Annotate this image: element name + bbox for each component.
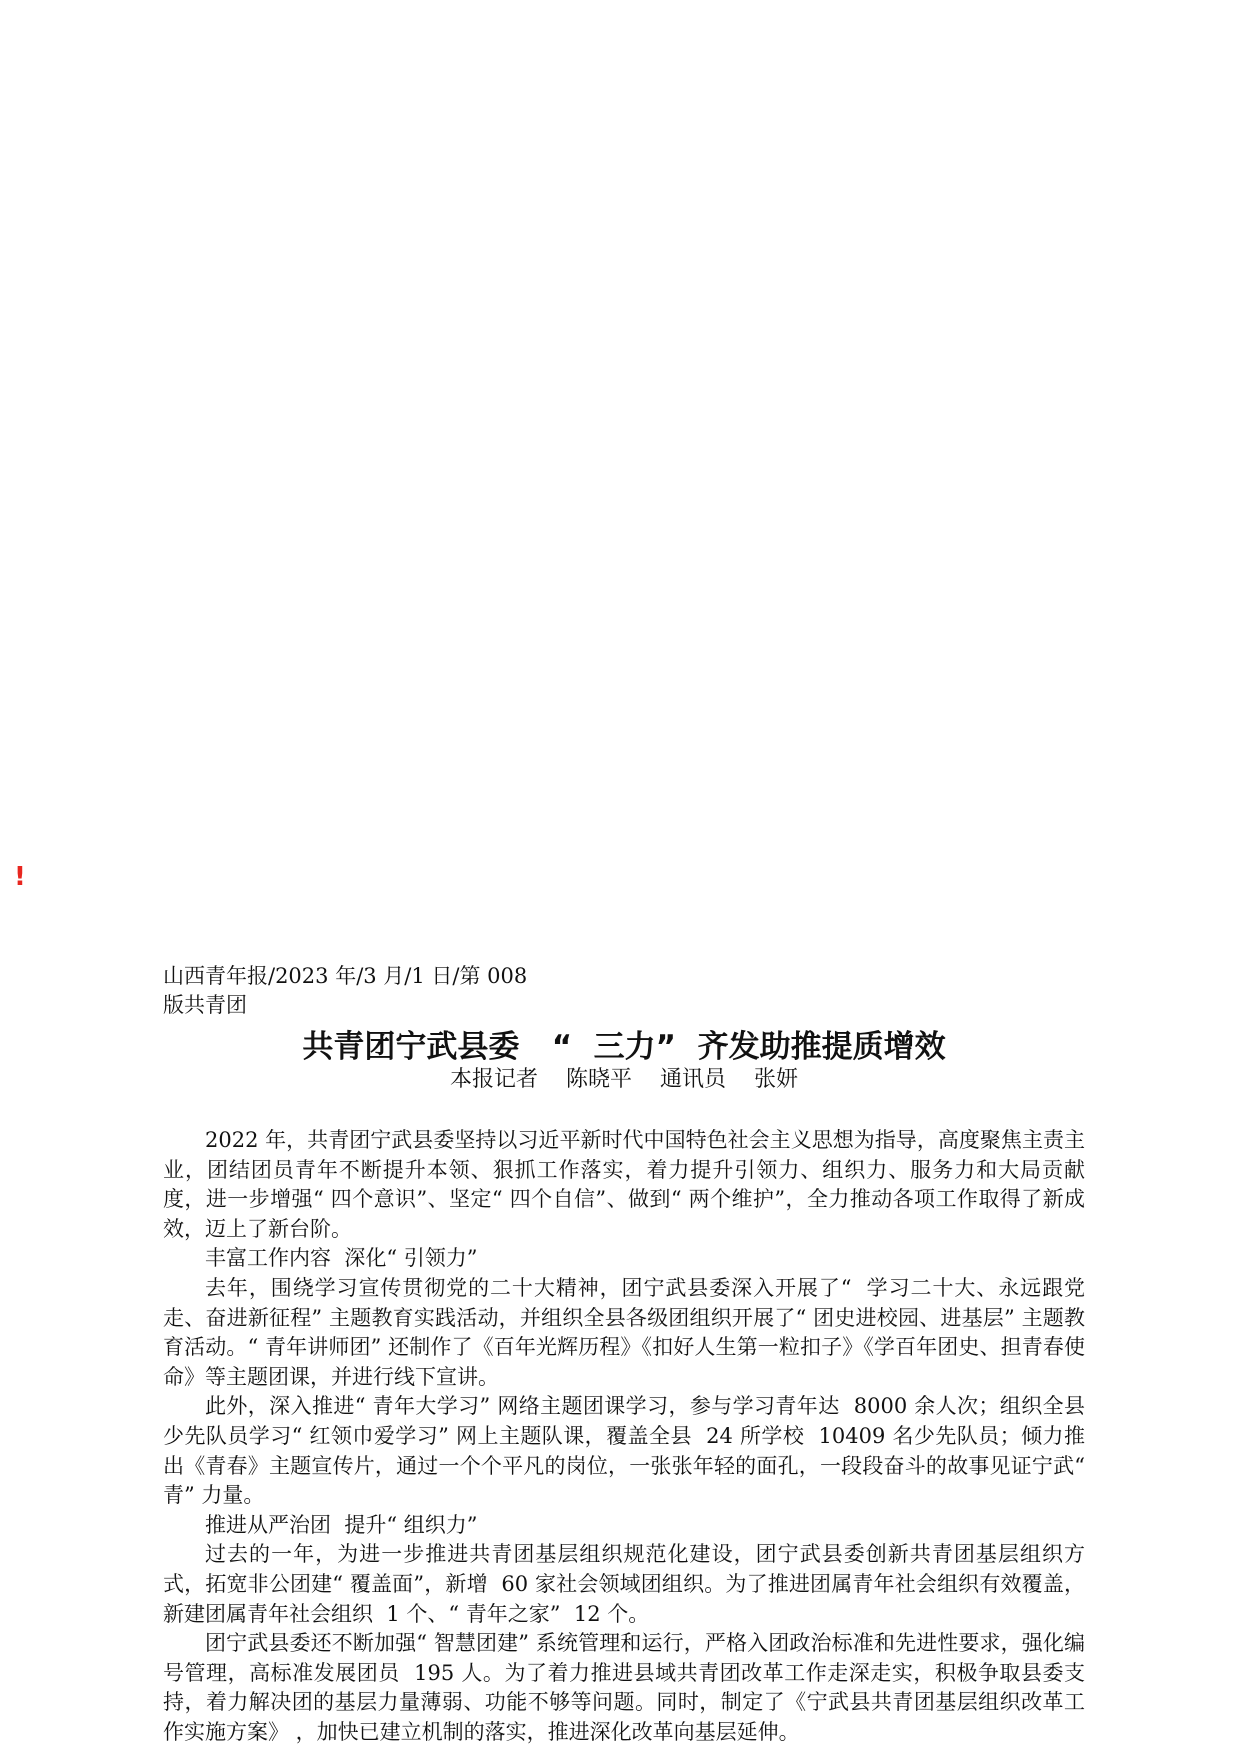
source-line: 山西青年报/2023 年/3 月/1 日/第 008 bbox=[163, 964, 528, 988]
section-heading-organization: 推进从严治团 提升“ 组织力” bbox=[205, 1512, 478, 1537]
paragraph-guidance-1: 去年，围绕学习宣传贯彻党的二十大精神，团宁武县委深入开展了“ 学习二十大、永远跟党走、奋进新征程” 主题教育实践活动，并组织全县各级团组织开展了“ 团史进校园、进基层” 主题教育活动。“ 青年讲师团” 还制作了《百年光辉历程》《扣好人生第一粒扣子》《学百年团史、担青春使命》等主题团课，并进行线下宣讲。 bbox=[163, 1275, 1085, 1389]
paragraph-organization-2: 团宁武县委还不断加强“ 智慧团建” 系统管理和运行，严格入团政治标准和先进性要求，强化编号管理，高标准发展团员 195 人。为了着力推进县域共青团改革工作走深走实，积极争取县委支持，着力解决团的基层力量薄弱、功能不够等问题。同时，制定了《宁武县共青团基层组织改革工作实施方案》 ，加快已建立机制的落实，推进深化改革向基层延伸。 bbox=[163, 1631, 1085, 1744]
article-headline: 共青团宁武县委 “ 三力” 齐发助推提质增效 bbox=[302, 1029, 946, 1065]
article bbox=[163, 962, 1092, 1747]
paragraph-organization-1: 过去的一年，为进一步推进共青团基层组织规范化建设，团宁武县委创新共青团基层组织方式，拓宽非公团建“ 覆盖面”，新增 60 家社会领域团组织。为了推进团属青年社会组织有效覆盖，新建团属青年社会组织 1 个、“ 青年之家” 12 个。 bbox=[163, 1542, 1085, 1626]
section-heading-guidance: 丰富工作内容 深化“ 引领力” bbox=[205, 1246, 478, 1271]
paragraph-guidance-2: 此外，深入推进“ 青年大学习” 网络主题团课学习，参与学习青年达 8000 余人次；组织全县少先队员学习“ 红领巾爱学习” 网上主题队课，覆盖全县 24 所学校 10409 名少先队员；倾力推出《青春》主题宣传片，通过一个个平凡的岗位，一张张年轻的面孔，一段段奋斗的故事见证宁武“ 青” 力量。 bbox=[163, 1394, 1092, 1508]
source-line-continued: 版共青团 bbox=[163, 993, 247, 1017]
article-byline: 本报记者 陈晓平 通讯员 张妍 bbox=[450, 1067, 798, 1092]
warning-exclamation-mark: ! bbox=[14, 862, 26, 892]
paragraph-intro: 2022 年，共青团宁武县委坚持以习近平新时代中国特色社会主义思想为指导，高度聚焦主责主业，团结团员青年不断提升本领、狠抓工作落实，着力提升引领力、组织力、服务力和大局贡献度，进一步增强“ 四个意识”、坚定“ 四个自信”、做到“ 两个维护”，全力推动各项工作取得了新成效，迈上了新台阶。 bbox=[163, 1128, 1085, 1241]
article-body bbox=[163, 1126, 1092, 1747]
